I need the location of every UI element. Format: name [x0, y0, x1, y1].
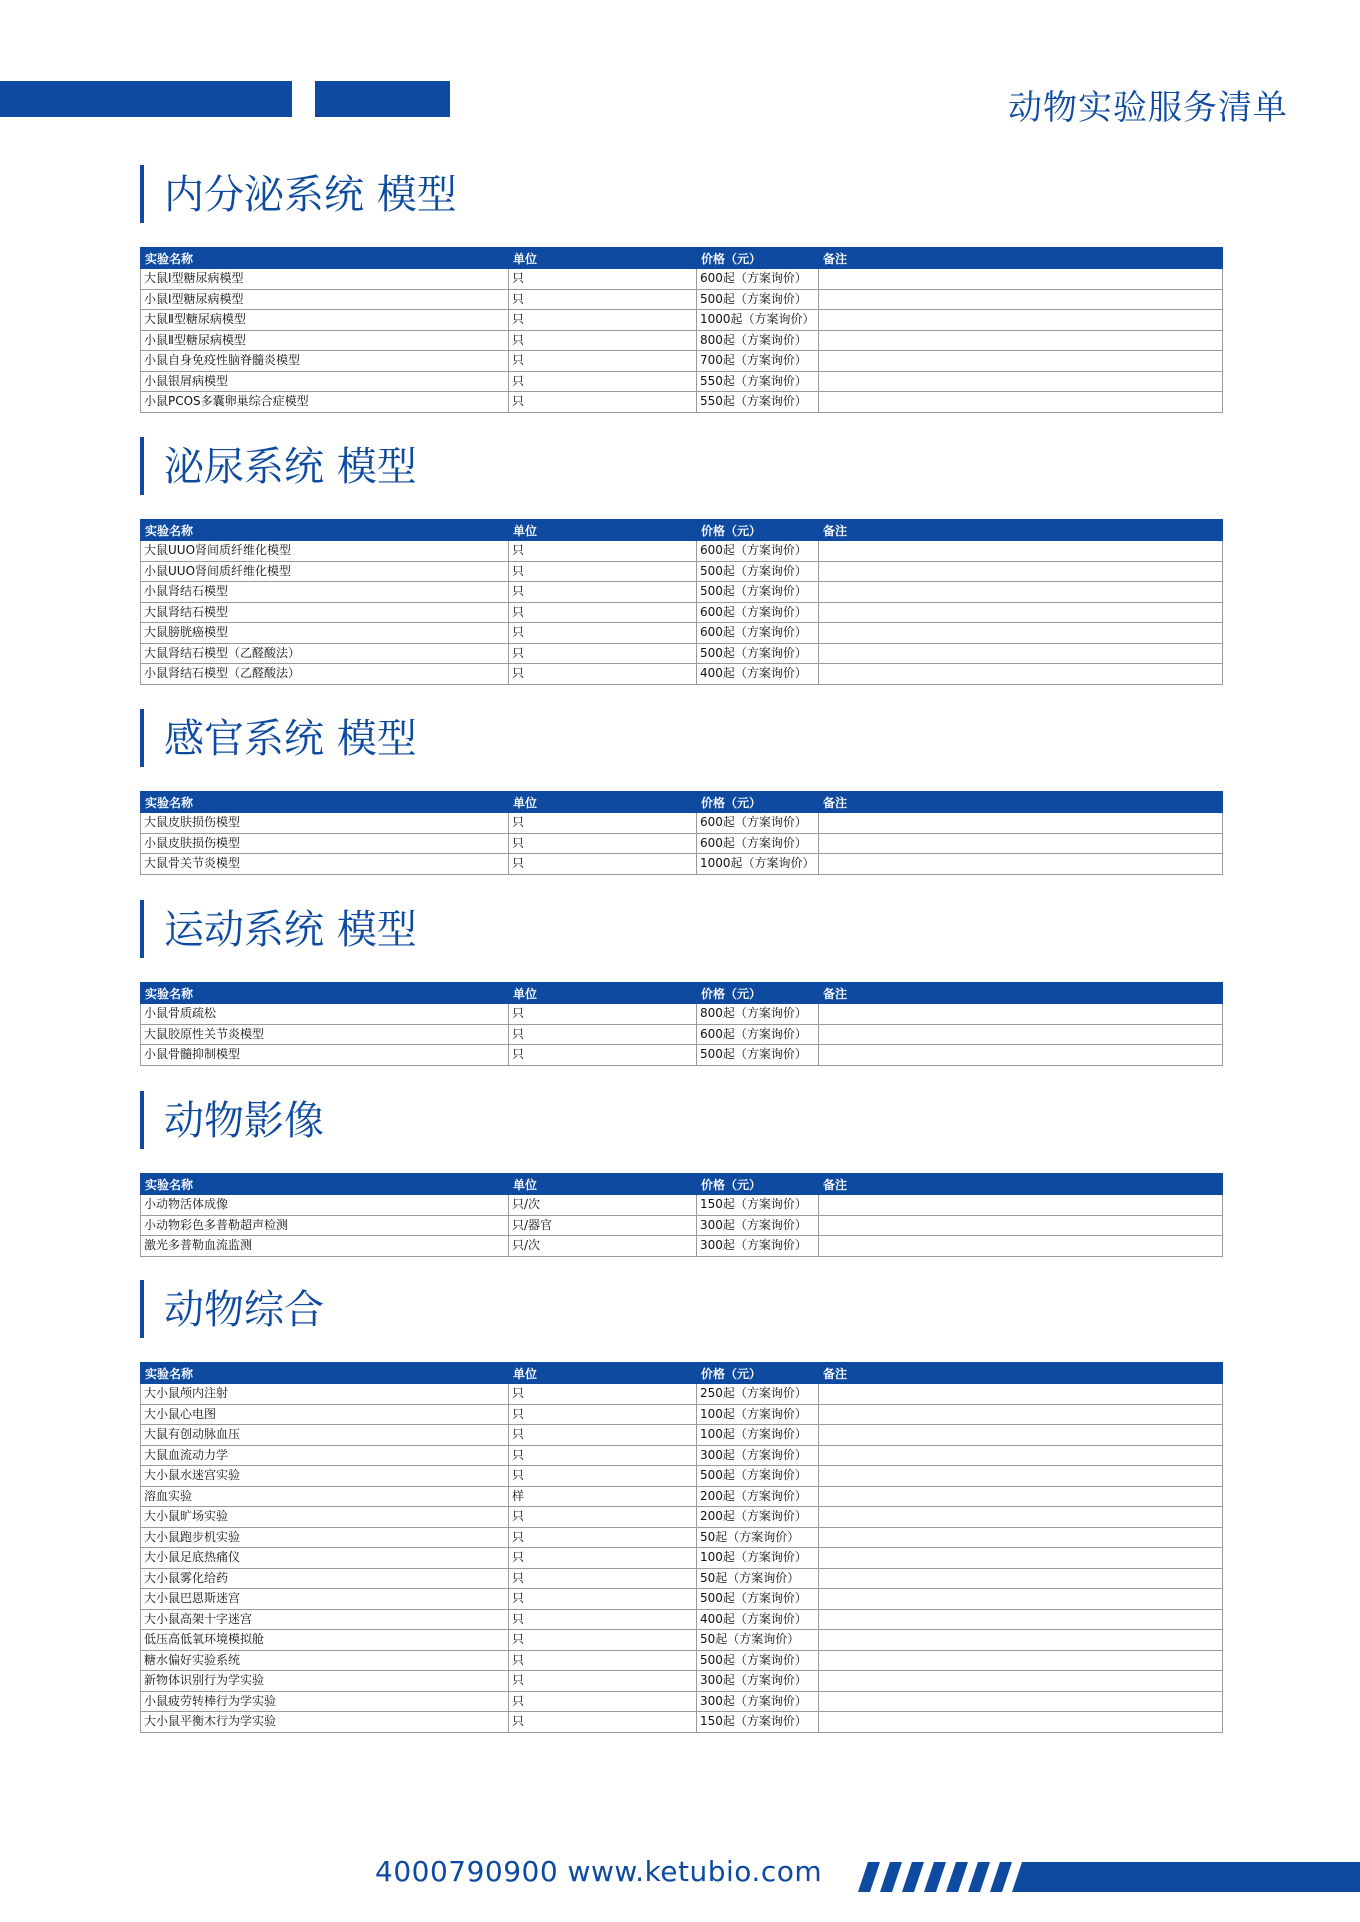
- price-table: [140, 1362, 1223, 1733]
- table-cell: 大小鼠旷场实验: [141, 1507, 509, 1528]
- table-cell: 1000起（方案询价）: [697, 854, 819, 875]
- table-cell: 只: [509, 392, 697, 413]
- table-cell: 500起（方案询价）: [697, 561, 819, 582]
- column-header: 单位: [509, 1363, 697, 1384]
- header-decoration-bar-right: [315, 81, 450, 117]
- table-cell: 200起（方案询价）: [697, 1507, 819, 1528]
- table-row: [141, 1609, 1223, 1630]
- table-row: [141, 582, 1223, 603]
- table-cell: 300起（方案询价）: [697, 1445, 819, 1466]
- table-cell: [819, 1384, 1223, 1405]
- table-header-row: [141, 520, 1223, 541]
- table-row: [141, 1195, 1223, 1216]
- table-row: [141, 623, 1223, 644]
- table-cell: 小鼠骨质疏松: [141, 1004, 509, 1025]
- table-cell: 300起（方案询价）: [697, 1215, 819, 1236]
- column-header: 价格（元）: [697, 248, 819, 269]
- table-cell: 只: [509, 1425, 697, 1446]
- table-cell: 只: [509, 1712, 697, 1733]
- table-cell: 大小鼠颅内注射: [141, 1384, 509, 1405]
- table-header-row: [141, 1174, 1223, 1195]
- table-row: [141, 1589, 1223, 1610]
- table-cell: 500起（方案询价）: [697, 1589, 819, 1610]
- column-header: 实验名称: [141, 520, 509, 541]
- table-cell: 150起（方案询价）: [697, 1195, 819, 1216]
- table-cell: 只/器官: [509, 1215, 697, 1236]
- table-cell: 小鼠肾结石模型（乙醛酸法）: [141, 664, 509, 685]
- table-cell: 只: [509, 1548, 697, 1569]
- table-cell: [819, 1568, 1223, 1589]
- table-cell: 500起（方案询价）: [697, 1650, 819, 1671]
- table-cell: [819, 1527, 1223, 1548]
- table-row: [141, 1445, 1223, 1466]
- table-cell: [819, 1236, 1223, 1257]
- table-cell: 只: [509, 541, 697, 562]
- price-table: [140, 519, 1223, 685]
- price-table: [140, 791, 1223, 875]
- table-cell: 600起（方案询价）: [697, 541, 819, 562]
- table-cell: [819, 289, 1223, 310]
- table-cell: 大小鼠高架十字迷宫: [141, 1609, 509, 1630]
- table-cell: 新物体识别行为学实验: [141, 1671, 509, 1692]
- table-cell: 300起（方案询价）: [697, 1671, 819, 1692]
- table-cell: 550起（方案询价）: [697, 392, 819, 413]
- table-cell: [819, 371, 1223, 392]
- table-cell: 100起（方案询价）: [697, 1425, 819, 1446]
- table-cell: 只: [509, 582, 697, 603]
- table-cell: [819, 269, 1223, 290]
- table-cell: 只: [509, 1630, 697, 1651]
- column-header: 备注: [819, 1174, 1223, 1195]
- table-cell: 只: [509, 310, 697, 331]
- table-cell: [819, 602, 1223, 623]
- column-header: 价格（元）: [697, 1174, 819, 1195]
- table-row: [141, 1486, 1223, 1507]
- table-cell: 150起（方案询价）: [697, 1712, 819, 1733]
- table-cell: 只: [509, 664, 697, 685]
- price-table: [140, 247, 1223, 413]
- table-row: [141, 351, 1223, 372]
- table-cell: 只: [509, 813, 697, 834]
- table-row: [141, 643, 1223, 664]
- table-row: [141, 1691, 1223, 1712]
- table-cell: 50起（方案询价）: [697, 1568, 819, 1589]
- section-heading: 内分泌系统 模型: [140, 165, 1222, 223]
- table-cell: 只: [509, 643, 697, 664]
- table-row: [141, 1568, 1223, 1589]
- table-cell: 400起（方案询价）: [697, 664, 819, 685]
- price-table: [140, 1173, 1223, 1257]
- table-header-row: [141, 983, 1223, 1004]
- table-cell: 小动物彩色多普勒超声检测: [141, 1215, 509, 1236]
- table-cell: 只: [509, 289, 697, 310]
- table-cell: [819, 1630, 1223, 1651]
- column-header: 价格（元）: [697, 792, 819, 813]
- table-cell: 300起（方案询价）: [697, 1691, 819, 1712]
- section-heading: 动物影像: [140, 1091, 1222, 1149]
- table-cell: 大鼠皮肤损伤模型: [141, 813, 509, 834]
- table-cell: 大小鼠跑步机实验: [141, 1527, 509, 1548]
- table-cell: 大小鼠雾化给药: [141, 1568, 509, 1589]
- table-cell: 大鼠UUO肾间质纤维化模型: [141, 541, 509, 562]
- column-header: 实验名称: [141, 1363, 509, 1384]
- table-cell: [819, 1215, 1223, 1236]
- table-cell: 只: [509, 1384, 697, 1405]
- table-cell: 大小鼠平衡木行为学实验: [141, 1712, 509, 1733]
- section-heading: 感官系统 模型: [140, 709, 1222, 767]
- table-row: [141, 664, 1223, 685]
- table-cell: 50起（方案询价）: [697, 1630, 819, 1651]
- table-row: [141, 1712, 1223, 1733]
- table-cell: 只: [509, 351, 697, 372]
- table-cell: 100起（方案询价）: [697, 1404, 819, 1425]
- table-row: [141, 1507, 1223, 1528]
- table-cell: 只/次: [509, 1236, 697, 1257]
- table-cell: [819, 1671, 1223, 1692]
- table-cell: [819, 643, 1223, 664]
- table-cell: 只: [509, 1650, 697, 1671]
- table-cell: 大小鼠水迷宫实验: [141, 1466, 509, 1487]
- table-cell: 500起（方案询价）: [697, 582, 819, 603]
- table-row: [141, 602, 1223, 623]
- section-1: [140, 165, 1222, 413]
- table-row: [141, 1236, 1223, 1257]
- column-header: 价格（元）: [697, 983, 819, 1004]
- table-cell: 样: [509, 1486, 697, 1507]
- column-header: 备注: [819, 983, 1223, 1004]
- table-cell: 只: [509, 1466, 697, 1487]
- column-header: 单位: [509, 1174, 697, 1195]
- table-cell: [819, 310, 1223, 331]
- table-cell: 400起（方案询价）: [697, 1609, 819, 1630]
- table-cell: 小鼠皮肤损伤模型: [141, 833, 509, 854]
- table-cell: 大鼠骨关节炎模型: [141, 854, 509, 875]
- table-row: [141, 1527, 1223, 1548]
- table-cell: [819, 1045, 1223, 1066]
- table-cell: 低压高低氧环境模拟舱: [141, 1630, 509, 1651]
- table-cell: 只: [509, 1589, 697, 1610]
- table-row: [141, 561, 1223, 582]
- table-cell: [819, 664, 1223, 685]
- table-cell: 1000起（方案询价）: [697, 310, 819, 331]
- table-row: [141, 1425, 1223, 1446]
- table-cell: 只: [509, 1445, 697, 1466]
- table-cell: [819, 623, 1223, 644]
- table-cell: [819, 854, 1223, 875]
- table-cell: 溶血实验: [141, 1486, 509, 1507]
- section-6: [140, 1280, 1222, 1733]
- header-decoration-bar-left: [0, 81, 292, 117]
- column-header: 实验名称: [141, 1174, 509, 1195]
- table-cell: 小鼠Ⅱ型糖尿病模型: [141, 330, 509, 351]
- table-cell: [819, 392, 1223, 413]
- table-cell: 600起（方案询价）: [697, 269, 819, 290]
- table-cell: 600起（方案询价）: [697, 623, 819, 644]
- footer-contact: 4000790900 www.ketubio.com: [375, 1855, 823, 1888]
- table-cell: [819, 351, 1223, 372]
- column-header: 实验名称: [141, 248, 509, 269]
- table-cell: [819, 582, 1223, 603]
- table-row: [141, 1466, 1223, 1487]
- column-header: 实验名称: [141, 983, 509, 1004]
- table-cell: 糖水偏好实验系统: [141, 1650, 509, 1671]
- table-row: [141, 1024, 1223, 1045]
- table-row: [141, 1404, 1223, 1425]
- table-cell: 600起（方案询价）: [697, 833, 819, 854]
- table-cell: 600起（方案询价）: [697, 1024, 819, 1045]
- document-title: 动物实验服务清单: [1008, 88, 1288, 128]
- table-row: [141, 1004, 1223, 1025]
- table-cell: 只: [509, 561, 697, 582]
- table-header-row: [141, 792, 1223, 813]
- table-header-row: [141, 1363, 1223, 1384]
- section-heading: 运动系统 模型: [140, 900, 1222, 958]
- table-row: [141, 1384, 1223, 1405]
- section-3: [140, 709, 1222, 875]
- table-cell: 大鼠Ⅱ型糖尿病模型: [141, 310, 509, 331]
- table-cell: [819, 1650, 1223, 1671]
- table-row: [141, 1215, 1223, 1236]
- table-cell: 800起（方案询价）: [697, 1004, 819, 1025]
- table-cell: 小鼠自身免疫性脑脊髓炎模型: [141, 351, 509, 372]
- table-cell: 小动物活体成像: [141, 1195, 509, 1216]
- table-cell: [819, 1466, 1223, 1487]
- table-cell: 只: [509, 330, 697, 351]
- table-cell: 小鼠肾结石模型: [141, 582, 509, 603]
- table-cell: 大鼠Ⅰ型糖尿病模型: [141, 269, 509, 290]
- table-cell: [819, 833, 1223, 854]
- table-cell: 800起（方案询价）: [697, 330, 819, 351]
- column-header: 实验名称: [141, 792, 509, 813]
- table-cell: 500起（方案询价）: [697, 1045, 819, 1066]
- table-cell: 50起（方案询价）: [697, 1527, 819, 1548]
- table-cell: 只: [509, 1568, 697, 1589]
- table-row: [141, 1630, 1223, 1651]
- table-cell: 250起（方案询价）: [697, 1384, 819, 1405]
- table-cell: 700起（方案询价）: [697, 351, 819, 372]
- table-cell: [819, 1195, 1223, 1216]
- table-row: [141, 1045, 1223, 1066]
- column-header: 备注: [819, 248, 1223, 269]
- table-cell: 600起（方案询价）: [697, 602, 819, 623]
- table-cell: 小鼠UUO肾间质纤维化模型: [141, 561, 509, 582]
- table-cell: [819, 1004, 1223, 1025]
- table-cell: [819, 1609, 1223, 1630]
- table-cell: 只: [509, 1671, 697, 1692]
- table-cell: 大鼠肾结石模型: [141, 602, 509, 623]
- table-cell: 只: [509, 1404, 697, 1425]
- table-cell: [819, 1445, 1223, 1466]
- table-row: [141, 541, 1223, 562]
- table-cell: 大小鼠巴恩斯迷宫: [141, 1589, 509, 1610]
- table-cell: 只/次: [509, 1195, 697, 1216]
- table-cell: [819, 1589, 1223, 1610]
- table-cell: [819, 330, 1223, 351]
- section-heading: 动物综合: [140, 1280, 1222, 1338]
- table-cell: 大小鼠足底热痛仪: [141, 1548, 509, 1569]
- table-cell: 只: [509, 602, 697, 623]
- table-cell: 激光多普勒血流监测: [141, 1236, 509, 1257]
- table-cell: 只: [509, 854, 697, 875]
- section-2: [140, 437, 1222, 685]
- table-cell: [819, 561, 1223, 582]
- table-row: [141, 833, 1223, 854]
- table-cell: 只: [509, 1609, 697, 1630]
- table-cell: [819, 1712, 1223, 1733]
- table-row: [141, 330, 1223, 351]
- table-row: [141, 310, 1223, 331]
- table-cell: 300起（方案询价）: [697, 1236, 819, 1257]
- table-cell: [819, 1548, 1223, 1569]
- table-row: [141, 371, 1223, 392]
- table-cell: 200起（方案询价）: [697, 1486, 819, 1507]
- table-cell: 小鼠骨髓抑制模型: [141, 1045, 509, 1066]
- table-header-row: [141, 248, 1223, 269]
- footer-stripes-decoration: [858, 1862, 1360, 1892]
- table-cell: 小鼠Ⅰ型糖尿病模型: [141, 289, 509, 310]
- table-cell: [819, 1486, 1223, 1507]
- table-cell: 大鼠膀胱癌模型: [141, 623, 509, 644]
- table-row: [141, 854, 1223, 875]
- table-cell: 大小鼠心电图: [141, 1404, 509, 1425]
- table-cell: 只: [509, 371, 697, 392]
- table-cell: 只: [509, 1691, 697, 1712]
- table-cell: [819, 1507, 1223, 1528]
- section-5: [140, 1091, 1222, 1257]
- table-cell: 小鼠PCOS多囊卵巢综合症模型: [141, 392, 509, 413]
- table-row: [141, 289, 1223, 310]
- table-cell: 只: [509, 1004, 697, 1025]
- table-cell: 只: [509, 1507, 697, 1528]
- table-cell: 大鼠血流动力学: [141, 1445, 509, 1466]
- table-cell: 500起（方案询价）: [697, 643, 819, 664]
- table-row: [141, 1548, 1223, 1569]
- table-cell: [819, 813, 1223, 834]
- table-cell: 100起（方案询价）: [697, 1548, 819, 1569]
- table-row: [141, 392, 1223, 413]
- table-row: [141, 1650, 1223, 1671]
- table-cell: [819, 541, 1223, 562]
- table-cell: 只: [509, 269, 697, 290]
- column-header: 单位: [509, 520, 697, 541]
- table-cell: 只: [509, 1045, 697, 1066]
- column-header: 价格（元）: [697, 1363, 819, 1384]
- table-cell: 大鼠有创动脉血压: [141, 1425, 509, 1446]
- column-header: 备注: [819, 1363, 1223, 1384]
- table-row: [141, 813, 1223, 834]
- section-heading: 泌尿系统 模型: [140, 437, 1222, 495]
- table-cell: [819, 1691, 1223, 1712]
- column-header: 单位: [509, 248, 697, 269]
- price-table: [140, 982, 1223, 1066]
- column-header: 单位: [509, 983, 697, 1004]
- table-cell: [819, 1404, 1223, 1425]
- table-cell: [819, 1024, 1223, 1045]
- table-cell: 600起（方案询价）: [697, 813, 819, 834]
- table-cell: 小鼠银屑病模型: [141, 371, 509, 392]
- table-cell: [819, 1425, 1223, 1446]
- table-cell: 大鼠肾结石模型（乙醛酸法）: [141, 643, 509, 664]
- table-row: [141, 1671, 1223, 1692]
- table-cell: 只: [509, 1527, 697, 1548]
- table-cell: 500起（方案询价）: [697, 1466, 819, 1487]
- table-cell: 550起（方案询价）: [697, 371, 819, 392]
- column-header: 备注: [819, 792, 1223, 813]
- table-row: [141, 269, 1223, 290]
- table-cell: 500起（方案询价）: [697, 289, 819, 310]
- table-cell: 小鼠疲劳转棒行为学实验: [141, 1691, 509, 1712]
- column-header: 价格（元）: [697, 520, 819, 541]
- table-cell: 只: [509, 1024, 697, 1045]
- table-cell: 大鼠胶原性关节炎模型: [141, 1024, 509, 1045]
- table-cell: 只: [509, 833, 697, 854]
- column-header: 单位: [509, 792, 697, 813]
- column-header: 备注: [819, 520, 1223, 541]
- section-4: [140, 900, 1222, 1066]
- table-cell: 只: [509, 623, 697, 644]
